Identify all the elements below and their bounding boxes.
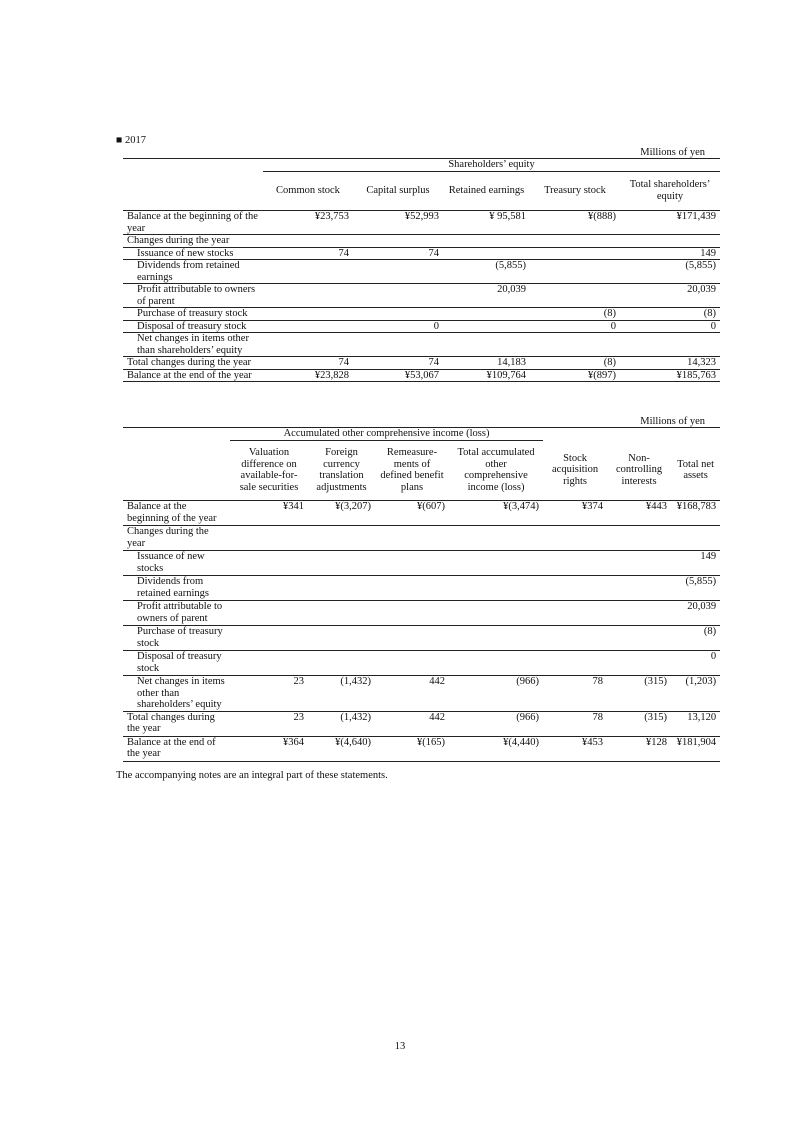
value-cell <box>530 284 620 308</box>
value-cell: ¥341 <box>230 501 308 526</box>
value-cell <box>543 626 607 651</box>
row-label: Disposal of treasury stock <box>123 320 263 333</box>
value-cell: ¥374 <box>543 501 607 526</box>
value-cell <box>263 235 353 248</box>
value-cell <box>263 320 353 333</box>
value-cell <box>443 333 530 357</box>
table-row <box>123 676 720 712</box>
row-label: Changes during the year <box>123 235 263 248</box>
value-cell: 14,323 <box>620 357 720 370</box>
value-cell: 20,039 <box>620 284 720 308</box>
table-row <box>123 711 720 736</box>
value-cell: (315) <box>607 711 671 736</box>
value-cell: 0 <box>671 651 720 676</box>
value-cell: ¥(3,474) <box>449 501 543 526</box>
value-cell: ¥453 <box>543 736 607 761</box>
row-label: Balance at the end of the year <box>123 369 263 382</box>
column-header: Foreign currency translation adjustments <box>308 440 375 501</box>
row-label: Changes during the year <box>123 526 230 551</box>
row-label: Dividends from retained earnings <box>123 576 230 601</box>
row-label: Issuance of new stocks <box>123 247 263 260</box>
table-row <box>123 357 720 370</box>
table-row <box>123 736 720 761</box>
table-row <box>123 235 720 248</box>
value-cell <box>543 526 607 551</box>
row-label: Net changes in items other than shareholders’ equity <box>123 333 263 357</box>
value-cell <box>543 651 607 676</box>
value-cell <box>375 551 449 576</box>
value-cell <box>230 526 308 551</box>
column-header: Treasury stock <box>530 171 620 211</box>
value-cell <box>263 260 353 284</box>
value-cell: (8) <box>671 626 720 651</box>
table-row <box>123 576 720 601</box>
page-number: 13 <box>394 1041 406 1052</box>
value-cell <box>230 576 308 601</box>
value-cell <box>375 576 449 601</box>
value-cell <box>263 308 353 321</box>
value-cell: ¥(607) <box>375 501 449 526</box>
value-cell: 74 <box>263 357 353 370</box>
value-cell: (5,855) <box>443 260 530 284</box>
value-cell <box>308 626 375 651</box>
value-cell: 23 <box>230 676 308 712</box>
value-cell: ¥(165) <box>375 736 449 761</box>
value-cell <box>263 284 353 308</box>
value-cell: (966) <box>449 711 543 736</box>
value-cell <box>530 260 620 284</box>
value-cell: ¥168,783 <box>671 501 720 526</box>
table-row <box>123 501 720 526</box>
group-header: Shareholders’ equity <box>263 159 720 172</box>
row-label: Purchase of treasury stock <box>123 308 263 321</box>
value-cell: (8) <box>620 308 720 321</box>
table-row <box>123 260 720 284</box>
value-cell <box>308 651 375 676</box>
column-header: Total shareholders’ equity <box>620 171 720 211</box>
row-label: Balance at the beginning of the year <box>123 501 230 526</box>
value-cell: ¥109,764 <box>443 369 530 382</box>
group-header: Accumulated other comprehensive income (loss) <box>230 428 543 441</box>
row-label: Balance at the end of the year <box>123 736 230 761</box>
value-cell: ¥128 <box>607 736 671 761</box>
value-cell: 74 <box>353 247 443 260</box>
shareholders-equity-table <box>123 158 720 382</box>
value-cell <box>449 576 543 601</box>
value-cell <box>443 235 530 248</box>
value-cell: ¥(897) <box>530 369 620 382</box>
value-cell <box>530 247 620 260</box>
value-cell <box>263 333 353 357</box>
value-cell <box>353 235 443 248</box>
row-label: Net changes in items other than shareholders’ equity <box>123 676 230 712</box>
section-year-heading: ■ 2017 <box>116 135 146 146</box>
value-cell: (8) <box>530 308 620 321</box>
value-cell <box>230 601 308 626</box>
value-cell <box>543 576 607 601</box>
value-cell <box>543 601 607 626</box>
value-cell <box>353 308 443 321</box>
value-cell: ¥23,828 <box>263 369 353 382</box>
value-cell <box>308 551 375 576</box>
column-header: Remeasure-ments of defined benefit plans <box>375 440 449 501</box>
comprehensive-income-table <box>123 427 720 762</box>
table-row <box>123 333 720 357</box>
value-cell: (5,855) <box>671 576 720 601</box>
value-cell: ¥181,904 <box>671 736 720 761</box>
table-row <box>123 308 720 321</box>
table-row <box>123 211 720 235</box>
table-row <box>123 651 720 676</box>
value-cell <box>607 526 671 551</box>
value-cell: ¥(3,207) <box>308 501 375 526</box>
row-label: Issuance of new stocks <box>123 551 230 576</box>
column-header: Non-controlling interests <box>607 440 671 501</box>
table-row <box>123 526 720 551</box>
column-header: Total net assets <box>671 440 720 501</box>
value-cell <box>353 333 443 357</box>
value-cell: 78 <box>543 676 607 712</box>
value-cell: 0 <box>530 320 620 333</box>
value-cell <box>543 551 607 576</box>
value-cell: ¥171,439 <box>620 211 720 235</box>
column-header: Stock acquisition rights <box>543 440 607 501</box>
value-cell: ¥443 <box>607 501 671 526</box>
value-cell <box>443 247 530 260</box>
value-cell: ¥ 95,581 <box>443 211 530 235</box>
value-cell: 149 <box>620 247 720 260</box>
value-cell: 0 <box>353 320 443 333</box>
value-cell <box>230 626 308 651</box>
column-header: Retained earnings <box>443 171 530 211</box>
column-header: Common stock <box>263 171 353 211</box>
value-cell: ¥(4,640) <box>308 736 375 761</box>
value-cell <box>308 526 375 551</box>
value-cell: (1,432) <box>308 676 375 712</box>
row-label: Disposal of treasury stock <box>123 651 230 676</box>
value-cell: (8) <box>530 357 620 370</box>
value-cell <box>607 576 671 601</box>
value-cell <box>449 526 543 551</box>
value-cell: 20,039 <box>671 601 720 626</box>
units-label: Millions of yen <box>640 416 705 427</box>
value-cell: ¥185,763 <box>620 369 720 382</box>
row-label: Purchase of treasury stock <box>123 626 230 651</box>
value-cell: 149 <box>671 551 720 576</box>
value-cell: (315) <box>607 676 671 712</box>
value-cell <box>620 333 720 357</box>
value-cell <box>230 551 308 576</box>
row-label: Dividends from retained earnings <box>123 260 263 284</box>
value-cell: 74 <box>353 357 443 370</box>
value-cell <box>375 601 449 626</box>
column-header: Capital surplus <box>353 171 443 211</box>
value-cell: 442 <box>375 676 449 712</box>
value-cell: ¥23,753 <box>263 211 353 235</box>
value-cell <box>449 626 543 651</box>
value-cell <box>620 235 720 248</box>
table-row <box>123 601 720 626</box>
row-label: Profit attributable to owners of parent <box>123 284 263 308</box>
value-cell <box>230 651 308 676</box>
value-cell <box>443 320 530 333</box>
value-cell <box>607 601 671 626</box>
column-header: Valuation difference on available-for-sale securities <box>230 440 308 501</box>
value-cell <box>449 551 543 576</box>
value-cell <box>443 308 530 321</box>
footnote: The accompanying notes are an integral part of these statements. <box>116 770 388 781</box>
value-cell: 78 <box>543 711 607 736</box>
value-cell: ¥364 <box>230 736 308 761</box>
column-header: Total accumulated other comprehensive income (loss) <box>449 440 543 501</box>
value-cell: 14,183 <box>443 357 530 370</box>
value-cell <box>671 526 720 551</box>
value-cell: (1,203) <box>671 676 720 712</box>
table-row <box>123 247 720 260</box>
value-cell <box>308 601 375 626</box>
value-cell <box>353 284 443 308</box>
value-cell <box>530 235 620 248</box>
row-label: Profit attributable to owners of parent <box>123 601 230 626</box>
value-cell: 0 <box>620 320 720 333</box>
table-row <box>123 320 720 333</box>
table-row <box>123 551 720 576</box>
value-cell <box>449 651 543 676</box>
value-cell: 20,039 <box>443 284 530 308</box>
value-cell <box>375 651 449 676</box>
value-cell: 23 <box>230 711 308 736</box>
value-cell: (1,432) <box>308 711 375 736</box>
value-cell: (966) <box>449 676 543 712</box>
value-cell <box>607 651 671 676</box>
value-cell: 442 <box>375 711 449 736</box>
value-cell <box>375 526 449 551</box>
row-label: Total changes during the year <box>123 711 230 736</box>
value-cell: 13,120 <box>671 711 720 736</box>
value-cell: ¥(4,440) <box>449 736 543 761</box>
table-row <box>123 284 720 308</box>
value-cell <box>607 626 671 651</box>
value-cell <box>375 626 449 651</box>
value-cell <box>607 551 671 576</box>
value-cell: ¥52,993 <box>353 211 443 235</box>
value-cell <box>353 260 443 284</box>
value-cell: (5,855) <box>620 260 720 284</box>
value-cell: ¥53,067 <box>353 369 443 382</box>
value-cell: ¥(888) <box>530 211 620 235</box>
row-label: Total changes during the year <box>123 357 263 370</box>
value-cell <box>308 576 375 601</box>
table-row <box>123 626 720 651</box>
value-cell <box>449 601 543 626</box>
units-label: Millions of yen <box>640 147 705 158</box>
table-row <box>123 369 720 382</box>
row-label: Balance at the beginning of the year <box>123 211 263 235</box>
value-cell: 74 <box>263 247 353 260</box>
value-cell <box>530 333 620 357</box>
